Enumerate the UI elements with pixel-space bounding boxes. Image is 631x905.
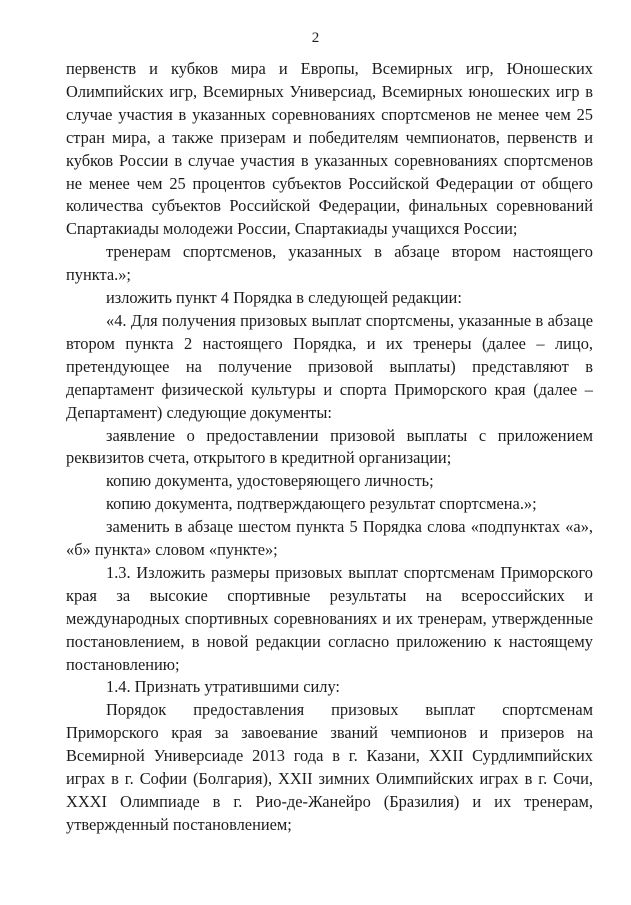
paragraph-procedure: Порядок предоставления призовых выплат спортсменам Приморского края за завоевание званий чемпионов и призеров на Всемирной Универсиаде 2013 года в г. Казани, XXII Сурдлимпийских играх в г. Софии (Болгария), XXII зимних Олимпийских играх в г. Сочи, XXXI Олимпиаде в г. Рио-де-Жанейро (Бразилия) и их тренерам, утвержденный постановлением; (66, 700, 593, 834)
paragraph-1-4: 1.4. Признать утратившими силу: (106, 677, 340, 697)
paragraph-1-3: 1.3. Изложить размеры призовых выплат спортсменам Приморского края за высокие спортивные результаты на всероссийских и международных спортивных соревнованиях и их тренерам, утвержденные постановлением, в новой редакции согласно приложению к настоящему постановлению; (66, 562, 593, 674)
paragraph-point-4-text: «4. Для получения призовых выплат спортсмены, указанные в абзаце втором пункта 2 настоящего Порядка, и их тренеры (далее – лицо, претендующее на получение призовой выплаты) представляют в департамент физической культуры и спорта Приморского края (далее – Департамент) следующие документы: (66, 310, 593, 422)
paragraph-amend-point-4: изложить пункт 4 Порядка в следующей редакции: (106, 288, 462, 308)
paragraph-result-copy: копию документа, подтверждающего результат спортсмена.»; (106, 494, 537, 514)
paragraph-coaches: тренерам спортсменов, указанных в абзаце втором настоящего пункта.»; (66, 242, 593, 285)
paragraph-application: заявление о предоставлении призовой выплаты с приложением реквизитов счета, открытого в кредитной организации; (66, 425, 593, 468)
page-number: 2 (311, 30, 320, 46)
document-body (66, 58, 593, 837)
paragraph-replace-words: заменить в абзаце шестом пункта 5 Порядка слова «подпунктах «а», «б» пункта» словом «пункте»; (66, 517, 593, 560)
paragraph-identity-copy: копию документа, удостоверяющего личность; (106, 471, 434, 491)
paragraph-continuation: первенств и кубков мира и Европы, Всемирных игр, Юношеских Олимпийских игр, Всемирных Универсиад, Всемирных юношеских игр в случае участия в указанных соревнованиях спортсменов не менее чем 25 стран мира, а также призерам и победителям чемпионатов, первенств и кубков России в случае участия в указанных соревнованиях спортсменов не менее чем 25 процентов субъектов Российской Федерации от общего количества субъектов Российской Федерации, финальных соревнований Спартакиады молодежи России, Спартакиады учащихся России; (66, 59, 593, 239)
